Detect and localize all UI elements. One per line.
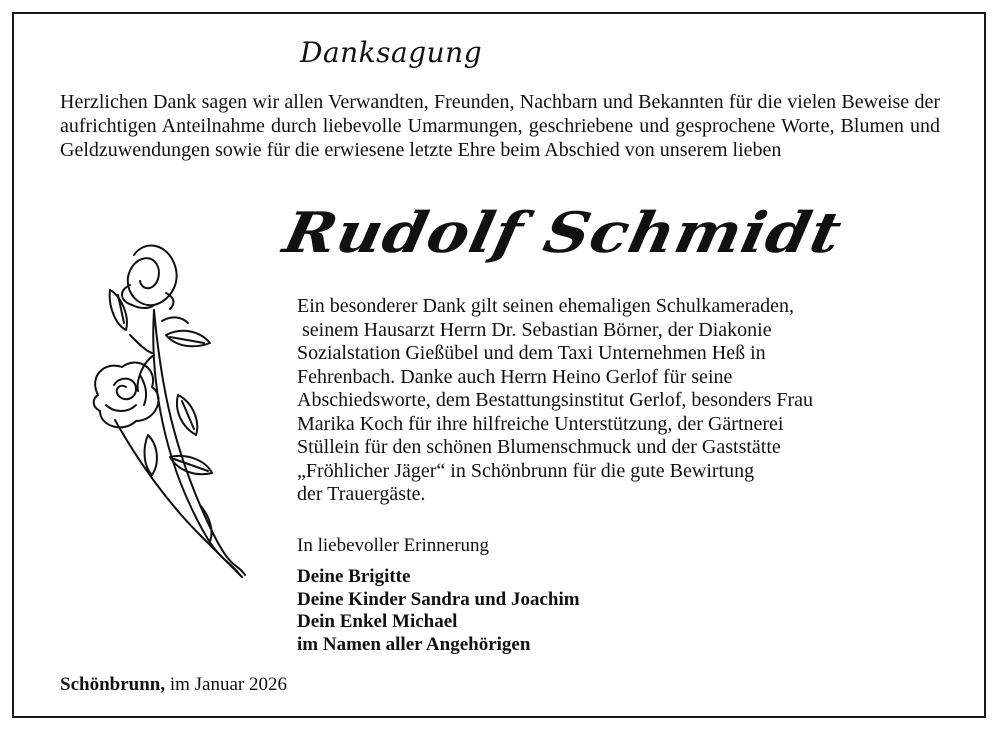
body-line: Marika Koch für ihre hilfreiche Unterstützung, der Gärtnerei <box>297 412 784 435</box>
signoff-line: Deine Brigitte <box>297 566 411 587</box>
remembrance-line: In liebevoller Erinnerung <box>297 535 490 556</box>
rose-icon <box>70 235 270 580</box>
place: Schönbrunn, <box>60 674 166 695</box>
signoff <box>297 566 580 656</box>
signoff-line: im Namen aller Angehörigen <box>297 633 531 655</box>
body-line: seinem Hausarzt Herrn Dr. Sebastian Börner, der Diakonie <box>297 318 772 341</box>
body-line: Stüllein für den schönen Blumenschmuck und der Gaststätte <box>297 436 781 458</box>
date: im Januar 2026 <box>165 674 287 695</box>
place-date <box>60 674 287 696</box>
signoff-line: Dein Enkel Michael <box>297 611 458 632</box>
body-line: Ein besonderer Dank gilt seinen ehemaligen Schulkameraden, <box>297 295 795 317</box>
body-line: der Trauergäste. <box>297 483 426 505</box>
body-line: Abschiedsworte, dem Bestattungsinstitut Gerlof, besonders Frau <box>297 389 814 411</box>
deceased-name: Rudolf Schmidt <box>278 200 848 266</box>
intro-text: Herzlichen Dank sagen wir allen Verwandten, Freunden, Nachbarn und Bekannten für die vielen Beweise der aufrichtigen Anteilnahme durch liebevolle Umarmungen, geschriebene und gesprochene Worte, Blumen und Geldzuwendungen sowie für die erwiesene letzte Ehre beim Abschied von unserem lieben <box>60 91 940 161</box>
body-line: Fehrenbach. Danke auch Herrn Heino Gerlof für seine <box>297 365 733 388</box>
body-line: Sozialstation Gießübel und dem Taxi Unternehmen Heß in <box>297 342 766 364</box>
body-line: „Fröhlicher Jäger“ in Schönbrunn für die gute Bewirtung <box>297 459 755 482</box>
heading: Danksagung <box>300 36 483 69</box>
signoff-line: Deine Kinder Sandra und Joachim <box>297 588 580 610</box>
thanks-body <box>297 295 917 507</box>
